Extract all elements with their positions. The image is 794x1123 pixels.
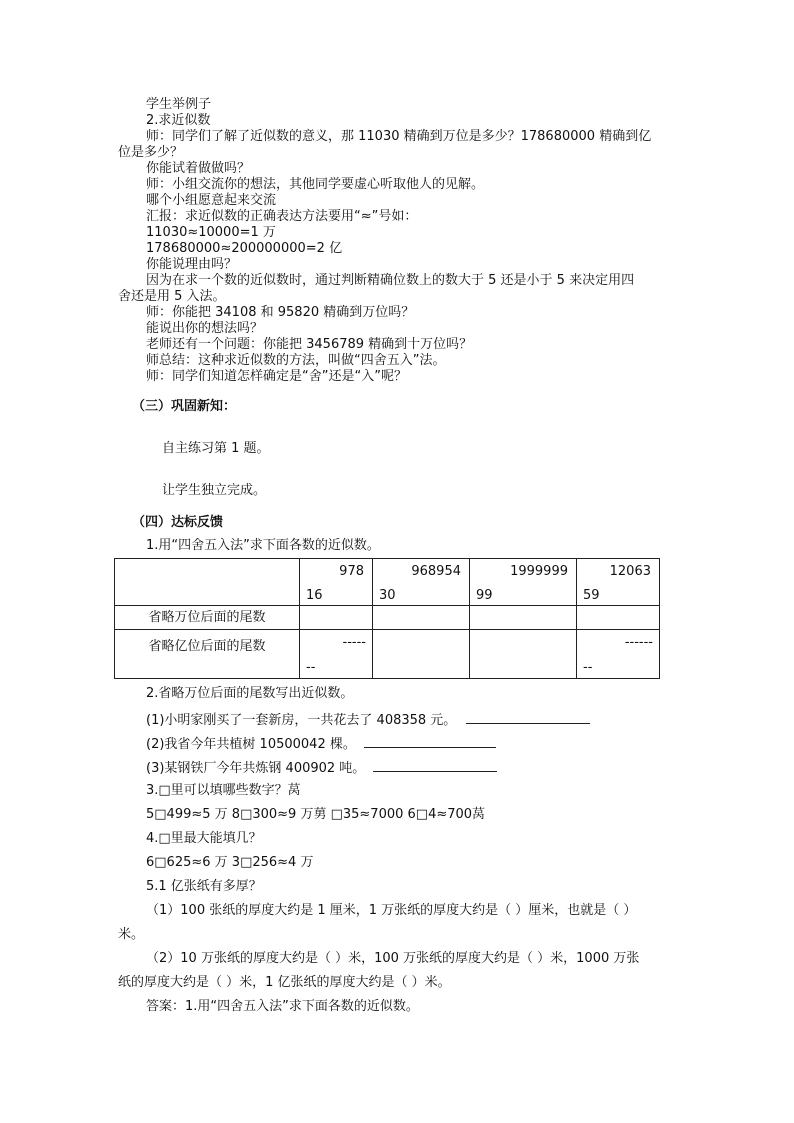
question-item: 5□499≈5 万 8□300≈9 万莮 □35≈7000 6□4≈700莴 <box>146 807 486 822</box>
text-line: 位是多少？ <box>118 145 184 160</box>
answer-blank[interactable] <box>364 735 496 748</box>
table-row-label: 省略万位后面的尾数 <box>148 610 266 625</box>
table-number-cell: 1999999 99 <box>476 564 568 603</box>
question: 4.□里最大能填几？ <box>146 831 262 846</box>
text-line: 让学生独立完成。 <box>162 483 267 498</box>
question-item: 6□625≈6 万 3□256≈4 万 <box>146 855 314 870</box>
question: 5.1 亿张纸有多厚？ <box>146 879 262 894</box>
text-line: 师：小组交流你的想法，其他同学要虚心听取他人的见解。 <box>146 177 485 192</box>
table-answer-cell <box>373 606 470 630</box>
section-heading: （三）巩固新知： <box>132 399 237 414</box>
table-answer-cell <box>577 606 660 630</box>
question-item: (2)我省今年共植树 10500042 棵。 <box>146 735 496 752</box>
table-number-cell: 12063 59 <box>583 564 651 603</box>
question: 2.省略万位后面的尾数写出近似数。 <box>146 686 354 701</box>
text-line: 哪个小组愿意起来交流 <box>146 193 277 208</box>
text-line: 老师还有一个问题：你能把 3456789 精确到十万位吗？ <box>146 337 473 352</box>
answer-blank[interactable] <box>373 759 497 772</box>
question-item: (1)小明家刚买了一套新房，一共花去了 408358 元。 <box>146 711 590 728</box>
table-number-cell: 968954 30 <box>379 564 461 603</box>
approximation-table <box>114 558 660 679</box>
table-dash-cell: ----- -- <box>306 635 366 675</box>
text-line: 11030≈10000=1 万 <box>146 225 276 240</box>
question: 3.□里可以填哪些数字？莴 <box>146 783 301 798</box>
text-line: 你能说理由吗？ <box>146 257 238 272</box>
question-item: (3)某钢铁厂今年共炼钢 400902 吨。 <box>146 759 497 776</box>
table-dash-cell: ------ -- <box>583 635 653 675</box>
table-answer-cell <box>470 606 577 630</box>
table-answer-cell <box>300 606 373 630</box>
text-line: 师：同学们知道怎样确定是“舍”还是“入”呢？ <box>146 369 407 384</box>
section-heading: （四）达标反馈 <box>132 515 224 530</box>
text-line: 师：你能把 34108 和 95820 精确到万位吗？ <box>146 305 415 320</box>
text-line: 自主练习第 1 题。 <box>162 441 270 456</box>
answer-heading: 答案：1.用“四舍五入法”求下面各数的近似数。 <box>146 999 419 1014</box>
table-answer-cell <box>373 630 470 679</box>
text-line: 师：同学们了解了近似数的意义，那 11030 精确到万位是多少？178680000 精确到亿 <box>146 129 652 144</box>
answer-blank[interactable] <box>466 711 590 724</box>
table-row-label: 省略亿位后面的尾数 <box>148 639 266 654</box>
table-number-cell: 978 16 <box>306 564 364 603</box>
text-line: 你能试着做做吗？ <box>146 161 251 176</box>
text-line: 学生举例子 <box>146 97 212 112</box>
question-item: 米。 <box>118 927 145 942</box>
text-line: 汇报：求近似数的正确表达方法要用“≈”号如： <box>146 209 418 224</box>
text-line: 能说出你的想法吗？ <box>146 321 264 336</box>
table-corner-cell <box>115 559 300 606</box>
table-answer-cell <box>470 630 577 679</box>
question-item: （2）10 万张纸的厚度大约是（ ）米，100 万张纸的厚度大约是（ ）米，1000 万张 <box>146 951 640 966</box>
text-line: 舍还是用 5 入法。 <box>118 289 226 304</box>
text-line: 178680000≈200000000=2 亿 <box>146 241 343 256</box>
text-line: 2.求近似数 <box>146 113 211 128</box>
question-item: （1）100 张纸的厚度大约是 1 厘米，1 万张纸的厚度大约是（ ）厘米，也就是（ ） <box>146 903 637 918</box>
question: 1.用“四舍五入法”求下面各数的近似数。 <box>146 538 380 553</box>
text-line: 师总结：这种求近似数的方法，叫做“四舍五入”法。 <box>146 353 446 368</box>
question-item: 纸的厚度大约是（ ）米，1 亿张纸的厚度大约是（ ）米。 <box>118 975 451 990</box>
text-line: 因为在求一个数的近似数时，通过判断精确位数上的数大于 5 还是小于 5 来决定用四 <box>146 273 635 288</box>
